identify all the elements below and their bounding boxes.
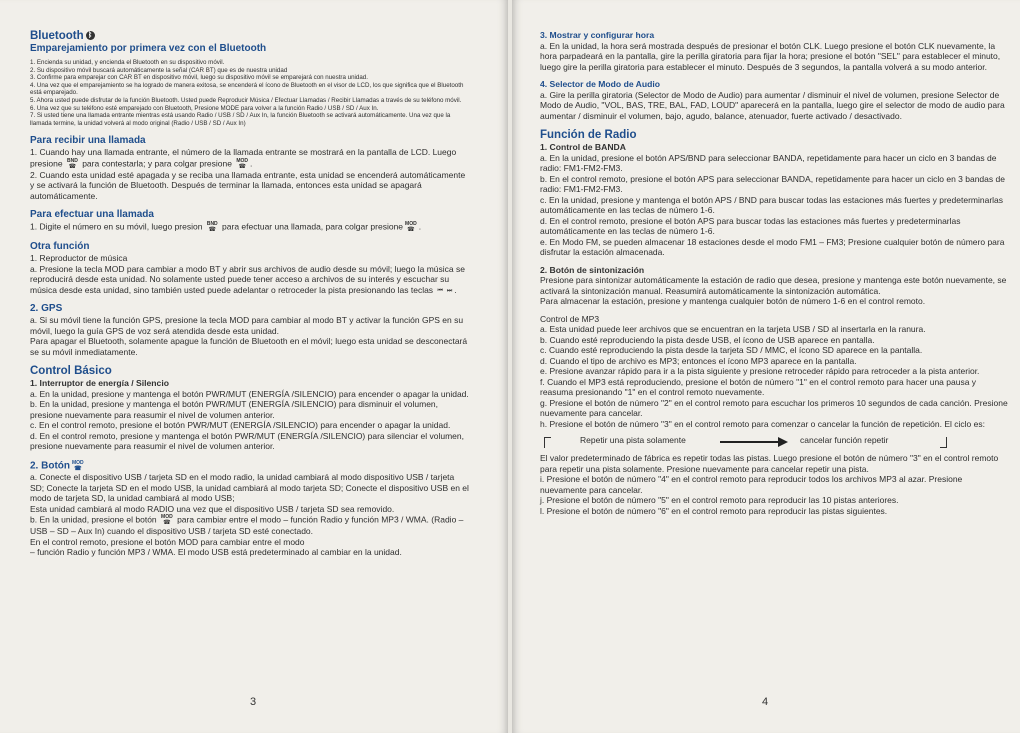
audio-mode-heading: 4. Selector de Modo de Audio <box>540 79 661 89</box>
bluetooth-icon: ᛒ <box>86 31 95 40</box>
answer-phone-icon: BND ☎ <box>206 221 218 234</box>
mp3-step: h. Presione el botón de número "3" en el control remoto para comenzar o cancelar la función de repetición. El ciclo es: <box>540 418 985 429</box>
mod-step-d: – función Radio y función MP3 / WMA. El modo USB está predeterminado al cambiar en la unidad. <box>30 547 402 558</box>
mp3-step: b. Cuando esté reproduciendo la pista desde USB, el ícono de USB aparece en pantalla. <box>540 334 875 345</box>
bt-step: 1. Encienda su unidad, y encienda el Bluetooth en su dispositivo móvil. <box>30 59 225 66</box>
band-step: d. En el control remoto, presione el botón APS para buscar todas las estaciones más fuertes y predeterminarlas automáticamente en las teclas de número 1-6. <box>540 215 961 236</box>
mod-button-heading: 2. Botón MOD ☎ <box>30 459 84 472</box>
clock-heading: 3. Mostrar y configurar hora <box>540 30 655 40</box>
repeat-cycle-diagram <box>540 433 1010 451</box>
tuning-text-2: Para almacenar la estación, presione y mantenga cualquier botón de número 1-6 en el control remoto. <box>540 296 926 306</box>
mp3-control-heading: Control de MP3 <box>540 313 600 324</box>
power-step-d: d. En el control remoto, presione y mantenga el botón PWR/MUT (ENERGÍA /SILENCIO) para silenciar el volumen, presione nuevamente para reasumir el nivel de volumen anterior. <box>30 430 464 452</box>
bt-step: 2. Su dispositivo móvil buscará automáticamente la señal (CAR BT) que es de nuestra unidad <box>30 66 288 74</box>
page-left <box>0 0 508 733</box>
gps-text-b: Para apagar el Bluetooth, solamente apague la función de Bluetooth en el móvil; luego esta unidad se desconectará se su móvil inmediatamente. <box>30 336 468 357</box>
band-step: e. En Modo FM, se pueden almacenar 18 estaciones desde el modo FM1 – FM3; Presione cualquier botón de número para disfrutar la estación almacenada. <box>540 236 1005 257</box>
mp3-step: c. Cuando esté reproduciendo la pista desde la tarjeta SD / MMC, el ícono SD aparece en la pantalla. <box>540 345 923 355</box>
tuning-text: Presione para sintonizar automáticamente la estación de radio que desea, presione y mantenga este botón nuevamente, se activará la sintonización manual. Reasumirá automáticamente la sintonización automática. <box>540 275 1007 296</box>
tuning-heading: 2. Botón de sintonización <box>540 264 645 275</box>
radio-function-heading: Función de Radio <box>540 129 637 141</box>
mp3-step: i. Presione el botón de número "4" en el control remoto para reproducir todos los archivos MP3 al azar. Presione nuevamente para cancelar. <box>540 474 963 495</box>
band-control-heading: 1. Control de BANDA <box>540 142 626 152</box>
mp3-step: e. Presione avanzar rápido para ir a la pista siguiente y presione retroceder rápido para retroceder a la pista anterior. <box>540 366 980 376</box>
receive-call-step-2: 2. Cuando esta unidad esté apagada y se reciba una llamada entrante, esta unidad se encenderá automáticamente y se activará la función de Bluetooth. Después de terminar la llamada, entonces esta unidad se apagará automáticamente. <box>30 169 466 201</box>
skip-forward-icon: ⏭ <box>446 287 453 294</box>
cycle-bracket-right <box>940 437 947 448</box>
mod-button-icon: MOD ☎ <box>72 459 84 472</box>
cycle-arrow-icon <box>778 437 788 447</box>
mp3-step: j. Presione el botón de número "5" en el control remoto para reproducir las 10 pistas anteriores. <box>540 495 899 505</box>
right-column <box>540 30 1010 516</box>
music-player-text: a. Presione la tecla MOD para cambiar a modo BT y abrir sus archivos de audio desde su móvil; luego la música se reproducirá desde esta unidad. No solamente usted puede tener acceso a archivos de su interés y escuchar su música desde esta unidad, sino también usted puede adelantar o retroceder la pista presionando las teclas ⏮ ⏭ . <box>30 263 465 295</box>
band-step: a. En la unidad, presione el botón APS/BND para seleccionar BANDA, repetidamente para hacer un ciclo en 3 bandas de radio: FM1-FM2-FM3. <box>540 152 997 173</box>
mp3-step: f. Cuando el MP3 está reproduciendo, presione el botón de número "1" en el control remoto para hacer una pausa y reasuma presionando "1" en el control remoto nuevamente. <box>540 376 977 397</box>
page-number-right: 4 <box>762 696 769 708</box>
mp3-step: d. Cuando el tipo de archivo es MP3; entonces el ícono MP3 aparece en la pantalla. <box>540 355 857 366</box>
audio-mode-text: a. Gire la perilla giratoria (Selector de Modo de Audio) para aumentar / disminuir el nivel de volumen, presione Selector de Modo de Audio, "VOL, BAS, TRE, BAL, FAD, LOUD" aparecerá en la pantalla, luego gire el selector de modo de audio para aumentar / disminuir el volumen, bajo, agudo, balance, atenuador, fuerte activado / desactivado. <box>540 89 1005 121</box>
cycle-repeat-one: Repetir una pista solamente <box>580 435 686 445</box>
repeat-default-text: El valor predeterminado de fábrica es repetir todas las pistas. Luego presione el botón de número "3" en el control remoto para repetir una pista solamente. Presione nuevamente para cancelar repetir una pista. <box>540 453 999 474</box>
hangup-phone-icon: MOD ☎ <box>405 221 417 234</box>
power-step-c: c. En el control remoto, presione el botón PWR/MUT (ENERGÍA /SILENCIO) para encender o apagar la unidad. <box>30 420 451 431</box>
make-call-step-1: 1. Digite el número en su móvil, luego presion BND ☎ para efectuar una llamada, para colgar presione MOD ☎ . <box>30 221 422 234</box>
power-step-a: a. En la unidad, presione y mantenga el botón PWR/MUT (ENERGÍA /SILENCIO) para encender o apagar la unidad. <box>30 388 469 399</box>
answer-phone-icon: BND ☎ <box>66 157 78 170</box>
band-step: c. En la unidad, presione y mantenga el botón APS / BND para buscar todas las estaciones más fuertes y predeterminarlas automáticamente en las teclas de número 1-6. <box>540 194 1004 215</box>
bt-step: 5. Ahora usted puede disfrutar de la función Bluetooth. Usted puede Reproducir Música / Efectuar Llamadas / Recibir Llamadas a través de su teléfono móvil. <box>30 96 462 104</box>
cycle-bracket-left <box>544 437 551 448</box>
clock-text: a. En la unidad, la hora será mostrada después de presionar el botón CLK. Luego presione el botón CLK nuevamente, la hora parpadeará en la pantalla, gire la perilla giratoria para fijar la hora; presione el botón "SEL" para establecer el minuto, luego gire la perilla giratoria para establecer el minuto. Después de 3 segundos, la pantalla volverá a su modo anterior. <box>540 40 1001 72</box>
make-call-heading: Para efectuar una llamada <box>30 209 154 221</box>
mod-step-a: a. Conecte el dispositivo USB / tarjeta SD en el modo radio, la unidad cambiará al modo dispositivo USB / tarjeta SD; Conecte la tarjeta SD en el modo USB, la unidad cambiará al modo tarjeta SD; Conecte el dispositivo USB en el modo de tarjeta SD, la unidad cambiará al modo USB; <box>30 472 469 504</box>
music-player-label: 1. Reproductor de música <box>30 253 128 264</box>
mp3-step: a. Esta unidad puede leer archivos que se encuentran en la tarjeta USB / SD al insertarla en la ranura. <box>540 324 926 334</box>
skip-back-icon: ⏮ <box>437 287 443 294</box>
cycle-arrow-shaft <box>720 441 780 443</box>
cycle-cancel-repeat: cancelar función repetir <box>800 435 889 445</box>
mod-step-b: b. En la unidad, presione el botón MOD ☎ para cambiar entre el modo – función Radio y función MP3 / WMA. (Radio – USB – SD – Aux In) cuando el dispositivo USB / tarjeta SD esté conectado. <box>30 514 464 537</box>
band-step: b. En el control remoto, presione el botón APS para seleccionar BANDA, repetidamente para hacer un ciclo en 3 bandas de radio: FM1-FM2-FM3. <box>540 173 1005 194</box>
bt-step: 7. Si usted tiene una llamada entrante mientras está usando Radio / USB / SD / Aux In, la función Bluetooth se activará automáticamente. Una vez que la llamada termine, la unidad volverá al modo original (Radio / USB / SD / Aux In) <box>30 112 451 127</box>
mp3-step: g. Presione el botón de número "2" en el control remoto para escuchar los primeros 10 segundos de cada canción. Presione nuevamente para cancelar. <box>540 397 1008 418</box>
left-column <box>30 30 470 558</box>
other-function-heading: Otra función <box>30 241 90 253</box>
power-step-b: b. En la unidad, presione y mantenga el botón PWR/MUT (ENERGÍA /SILENCIO) para disminuir el volumen, presione nuevamente para reasumir el nivel de volumen anterior. <box>30 399 439 420</box>
gps-heading: 2. GPS <box>30 303 63 315</box>
bt-step: 6. Una vez que su teléfono esté emparejado con Bluetooth, Presione MODE para volver a la función Radio / USB / SD / Aux In. <box>30 104 379 112</box>
bt-step: 3. Confirme para emparejar con CAR BT en dispositivo móvil, luego su dispositivo móvil se emparejará con nuestra unidad. <box>30 74 368 82</box>
mod-button-icon: MOD ☎ <box>161 514 173 527</box>
pairing-subtitle: Emparejamiento por primera vez con el Bluetooth <box>30 43 267 54</box>
page-number-left: 3 <box>250 696 257 708</box>
hangup-phone-icon: MOD ☎ <box>236 157 249 170</box>
mod-step-c: En el control remoto, presione el botón MOD para cambiar entre el modo <box>30 536 305 547</box>
gps-text-a: a. Si su móvil tiene la función GPS, presione la tecla MOD para cambiar al modo BT y activar la función GPS en su móvil, luego la guía GPS de voz será atendida desde esta unidad. <box>30 315 464 336</box>
receive-call-step-1: 1. Cuando hay una llamada entrante, el número de la llamada entrante se mostrará en la pantalla de LCD. Luego presione BND ☎ para contestarla; y para colgar presione MOD ☎ . <box>30 147 457 170</box>
bluetooth-title: Bluetooth ᛒ <box>30 30 470 43</box>
mp3-step: l. Presione el botón de número "6" en el control remoto para reproducir las pistas siguientes. <box>540 505 888 516</box>
mod-step-a2: Esta unidad cambiará al modo RADIO una vez que el dispositivo USB / tarjeta SD sea removido. <box>30 503 395 514</box>
power-mute-heading: 1. Interruptor de energía / Silencio <box>30 378 169 389</box>
receive-call-heading: Para recibir una llamada <box>30 135 146 147</box>
bt-step: 4. Una vez que el emparejamiento se ha logrado de manera exitosa, se encenderá el ícono de Bluetooth en el visor de LCD, los que significa que el Bluetooth está emparejado. <box>30 81 464 97</box>
page-right <box>512 0 1020 733</box>
basic-control-heading: Control Básico <box>30 365 112 378</box>
